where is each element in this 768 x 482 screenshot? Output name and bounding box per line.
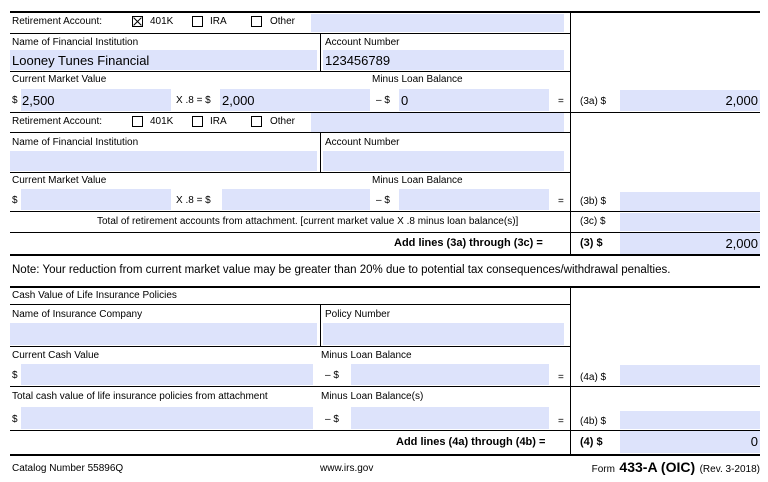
- line-4-label: (4) $: [580, 436, 603, 448]
- line-4b-label: (4b) $: [580, 416, 607, 427]
- option-ira-2: IRA: [210, 116, 227, 127]
- minus-loan-label-1: Minus Loan Balance: [372, 74, 463, 85]
- form-prefix: Form: [591, 464, 615, 475]
- option-other-1: Other: [270, 16, 296, 27]
- retirement-account-label-2: Retirement Account:: [12, 116, 103, 127]
- line-3b-field[interactable]: [620, 192, 760, 211]
- retirement-account-label-1: Retirement Account:: [12, 16, 103, 27]
- rule-vertical: [570, 12, 571, 112]
- website: www.irs.gov: [320, 463, 374, 474]
- add-lines-3-label: Add lines (3a) through (3c) =: [394, 237, 543, 249]
- institution-label-1: Name of Financial Institution: [12, 37, 139, 48]
- form-name: 433-A (OIC): [619, 459, 696, 475]
- rule: [10, 232, 760, 233]
- catalog-number: Catalog Number 55896Q: [12, 463, 124, 474]
- line-3c-label: (3c) $: [580, 216, 606, 227]
- line-4a-field[interactable]: [620, 365, 760, 385]
- line-3-label: (3) $: [580, 237, 603, 249]
- loan-value-1: 0: [401, 93, 409, 108]
- rule: [10, 346, 570, 347]
- minus-loans-label-4: Minus Loan Balance(s): [321, 391, 424, 402]
- insurance-company-field[interactable]: [10, 323, 317, 345]
- option-401k-1: 401K: [150, 16, 174, 27]
- checkbox-401k-2[interactable]: [132, 116, 143, 127]
- rule: [10, 430, 760, 431]
- attachment-label-4: Total cash value of life insurance policies from attachment: [12, 391, 268, 402]
- line-3c-field[interactable]: [620, 213, 760, 231]
- equals-sign: =: [558, 196, 564, 207]
- rule-vertical: [320, 133, 321, 172]
- ccv-field[interactable]: [21, 364, 313, 385]
- cmv-field-2[interactable]: [21, 189, 171, 210]
- account-number-field-2[interactable]: [323, 151, 564, 171]
- loan-balance-field-1[interactable]: [399, 89, 549, 111]
- mult-label-1: X .8 = $: [176, 95, 211, 106]
- line-4-value: 0: [750, 434, 758, 449]
- minus-loan-label-2: Minus Loan Balance: [372, 175, 463, 186]
- minus-dollar-1: – $: [376, 95, 390, 106]
- rule: [10, 71, 570, 72]
- cmv-label-1: Current Market Value: [12, 74, 107, 85]
- checkbox-ira-2[interactable]: [192, 116, 203, 127]
- mult-value-1: 2,000: [222, 93, 255, 108]
- equals-sign: =: [558, 416, 564, 427]
- rule-vertical: [320, 34, 321, 71]
- mult-label-2: X .8 = $: [176, 195, 211, 206]
- form-identifier: [560, 459, 760, 477]
- rule: [10, 286, 760, 288]
- minus-dollar-4b: – $: [325, 414, 339, 425]
- policy-number-field[interactable]: [323, 323, 564, 345]
- line-4a-label: (4a) $: [580, 372, 607, 383]
- note-text: Note: Your reduction from current market value may be greater than 20% due to potential tax consequences/withdrawal penalties.: [12, 264, 671, 276]
- section-4-title: Cash Value of Life Insurance Policies: [12, 290, 177, 301]
- line-3a-value: 2,000: [725, 93, 758, 108]
- dollar-sign: $: [12, 414, 18, 425]
- dollar-sign: $: [12, 95, 18, 106]
- attachment-text-3c: Total of retirement accounts from attachment. [current market value X .8 minus loan balance(s)]: [97, 216, 519, 227]
- add-lines-4-label: Add lines (4a) through (4b) =: [396, 436, 546, 448]
- rule: [10, 172, 570, 173]
- account-number-value-1: 123456789: [325, 53, 391, 68]
- top-rule: [10, 11, 760, 13]
- equals-sign: =: [558, 96, 564, 107]
- policy-number-label: Policy Number: [325, 309, 391, 320]
- account-number-label-1: Account Number: [325, 37, 400, 48]
- option-401k-2: 401K: [150, 116, 174, 127]
- equals-sign: =: [558, 372, 564, 383]
- institution-name-field-2[interactable]: [10, 151, 317, 171]
- other-field-2[interactable]: [311, 113, 564, 132]
- loan-balance-field-2[interactable]: [399, 189, 549, 210]
- other-field-1[interactable]: [311, 14, 564, 32]
- ccv-label: Current Cash Value: [12, 350, 100, 361]
- line-3a-label: (3a) $: [580, 96, 607, 107]
- rule: [10, 211, 760, 212]
- rule: [10, 254, 760, 256]
- rule-vertical: [570, 287, 571, 454]
- checkbox-other-1[interactable]: [251, 16, 262, 27]
- account-number-label-2: Account Number: [325, 137, 400, 148]
- dollar-sign: $: [12, 195, 18, 206]
- rule: [10, 132, 570, 133]
- dollar-sign: $: [12, 370, 18, 381]
- line-3b-label: (3b) $: [580, 196, 607, 207]
- rule: [10, 112, 760, 113]
- rule-vertical: [320, 305, 321, 346]
- minus-loan-label-4: Minus Loan Balance: [321, 350, 412, 361]
- institution-label-2: Name of Financial Institution: [12, 137, 139, 148]
- checkbox-ira-1[interactable]: [192, 16, 203, 27]
- insurance-company-label: Name of Insurance Company: [12, 309, 143, 320]
- line-4b-field[interactable]: [620, 411, 760, 429]
- form-revision: (Rev. 3-2018): [699, 464, 760, 475]
- checkbox-other-2[interactable]: [251, 116, 262, 127]
- rule-vertical: [570, 112, 571, 254]
- minus-dollar-2: – $: [376, 195, 390, 206]
- loan-balances-field-4[interactable]: [351, 407, 549, 429]
- bottom-rule: [10, 454, 760, 456]
- attachment-cash-field[interactable]: [21, 407, 313, 429]
- rule: [10, 386, 760, 387]
- rule: [10, 304, 570, 305]
- loan-balance-field-4[interactable]: [351, 364, 549, 385]
- rule: [10, 33, 570, 34]
- cmv-value-1: 2,500: [22, 93, 55, 108]
- checkbox-401k-1[interactable]: [132, 16, 143, 27]
- minus-dollar-4a: – $: [325, 370, 339, 381]
- line-3-value: 2,000: [725, 236, 758, 251]
- option-other-2: Other: [270, 116, 296, 127]
- option-ira-1: IRA: [210, 16, 227, 27]
- cmv-label-2: Current Market Value: [12, 175, 107, 186]
- institution-value-1: Looney Tunes Financial: [12, 53, 150, 68]
- cmv-times-field-2[interactable]: [222, 189, 370, 210]
